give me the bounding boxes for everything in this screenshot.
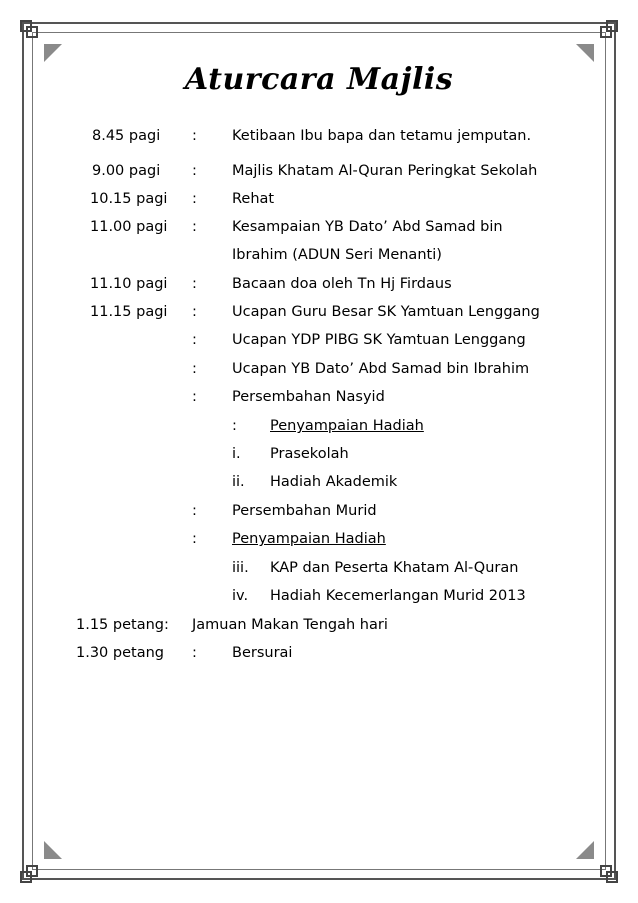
sub-description: Prasekolah	[270, 446, 349, 462]
corner-knot-icon	[20, 20, 38, 38]
corner-knot-icon	[600, 20, 618, 38]
row-description: Bacaan doa oleh Tn Hj Firdaus	[232, 276, 452, 292]
row-time: 10.15 pagi	[90, 191, 168, 207]
corner-ornament-top-right	[576, 44, 594, 62]
row-colon: :	[192, 531, 197, 547]
row-description: Persembahan Nasyid	[232, 389, 385, 405]
corner-ornament-bottom-right	[576, 841, 594, 859]
row-description: Penyampaian Hadiah	[232, 531, 386, 547]
row-colon: :	[192, 163, 197, 179]
corner-ornament-bottom-left	[44, 841, 62, 859]
row-time: 1.15 petang:	[76, 617, 169, 633]
row-time: 11.00 pagi	[90, 219, 168, 235]
row-colon: :	[192, 191, 197, 207]
row-description: Majlis Khatam Al-Quran Peringkat Sekolah	[232, 163, 538, 179]
row-time: 9.00 pagi	[92, 163, 161, 179]
sub-marker: iv.	[232, 588, 249, 604]
row-colon: :	[192, 361, 197, 377]
sub-description: KAP dan Peserta Khatam Al-Quran	[270, 560, 519, 576]
row-description: Jamuan Makan Tengah hari	[192, 617, 388, 633]
row-colon: :	[192, 219, 197, 235]
row-time: 8.45 pagi	[92, 128, 161, 144]
row-time: 11.10 pagi	[90, 276, 168, 292]
row-description: Ucapan Guru Besar SK Yamtuan Lenggang	[232, 304, 540, 320]
row-description: Persembahan Murid	[232, 503, 377, 519]
sub-marker: ii.	[232, 474, 245, 490]
sub-marker: iii.	[232, 560, 249, 576]
corner-knot-icon	[20, 865, 38, 883]
row-description: Kesampaian YB Dato’ Abd Samad bin	[232, 219, 503, 235]
row-description: Ketibaan Ibu bapa dan tetamu jemputan.	[232, 128, 532, 144]
corner-ornament-top-left	[44, 44, 62, 62]
row-colon: :	[192, 128, 197, 144]
row-description: Ucapan YB Dato’ Abd Samad bin Ibrahim	[232, 361, 530, 377]
page-title: Aturcara Majlis	[184, 62, 454, 97]
row-description: Rehat	[232, 191, 275, 207]
sub-marker: i.	[232, 446, 241, 462]
row-colon: :	[192, 389, 197, 405]
row-description: Ibrahim (ADUN Seri Menanti)	[232, 247, 442, 263]
row-colon: :	[192, 276, 197, 292]
row-time: 11.15 pagi	[90, 304, 168, 320]
sub-description: Hadiah Kecemerlangan Murid 2013	[270, 588, 526, 604]
row-time: 1.30 petang	[76, 645, 164, 661]
row-colon: :	[192, 503, 197, 519]
sub-marker: :	[232, 418, 237, 434]
row-colon: :	[192, 645, 197, 661]
row-description: Bersurai	[232, 645, 293, 661]
row-colon: :	[192, 304, 197, 320]
row-colon: :	[192, 332, 197, 348]
row-description: Ucapan YDP PIBG SK Yamtuan Lenggang	[232, 332, 526, 348]
sub-description: Penyampaian Hadiah	[270, 418, 424, 434]
corner-knot-icon	[600, 865, 618, 883]
sub-description: Hadiah Akademik	[270, 474, 398, 490]
